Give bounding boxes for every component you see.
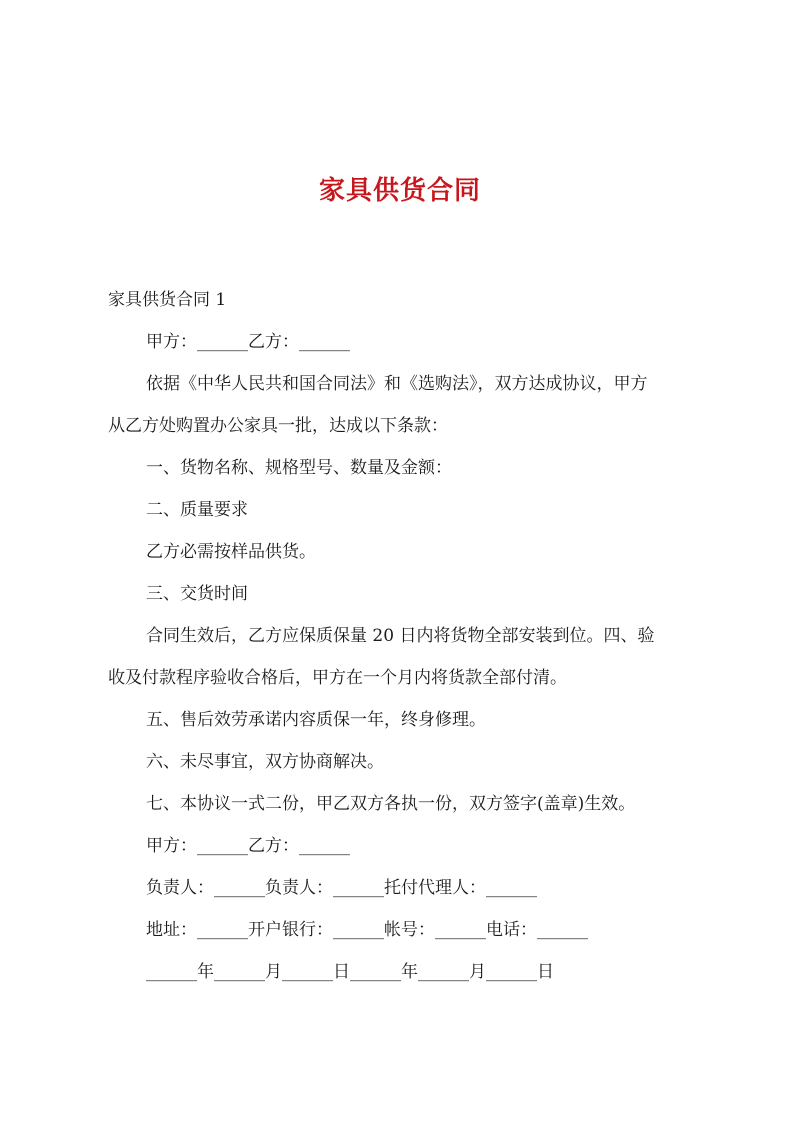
clause-3-line-2: 收及付款程序验收合格后，甲方在一个月内将货款全部付清。 [108, 668, 567, 688]
clause-1: 一、货物名称、规格型号、数量及金额： [146, 458, 452, 478]
contract-subtitle: 家具供货合同 1 [108, 290, 227, 310]
clause-3-line-1: 合同生效后，乙方应保质保量 20 日内将货物全部安装到位。四、验 [146, 626, 655, 646]
clause-7: 七、本协议一式二份，甲乙双方各执一份，双方签字(盖章)生效。 [146, 794, 636, 814]
clause-6: 六、未尽事宜，双方协商解决。 [146, 752, 384, 772]
clause-5: 五、售后效劳承诺内容质保一年，终身修理。 [146, 710, 486, 730]
clause-2-body: 乙方必需按样品供货。 [146, 542, 316, 562]
document-title: 家具供货合同 [318, 176, 481, 206]
intro-line-1: 依据《中华人民共和国合同法》和《选购法》，双方达成协议，甲方 [146, 374, 648, 394]
parties-top: 甲方：______乙方：______ [146, 332, 350, 352]
bank-address-info: 地址：______开户银行：______帐号：______电话：______ [146, 920, 588, 940]
parties-bottom: 甲方：______乙方：______ [146, 836, 350, 856]
signature-dates: ______年______月______日______年______月______日 [146, 962, 554, 982]
clause-2-heading: 二、质量要求 [146, 500, 248, 520]
responsible-persons: 负责人：______负责人：______托付代理人：______ [146, 878, 537, 898]
clause-3-heading: 三、交货时间 [146, 584, 248, 604]
intro-line-2: 从乙方处购置办公家具一批，达成以下条款： [108, 416, 448, 436]
